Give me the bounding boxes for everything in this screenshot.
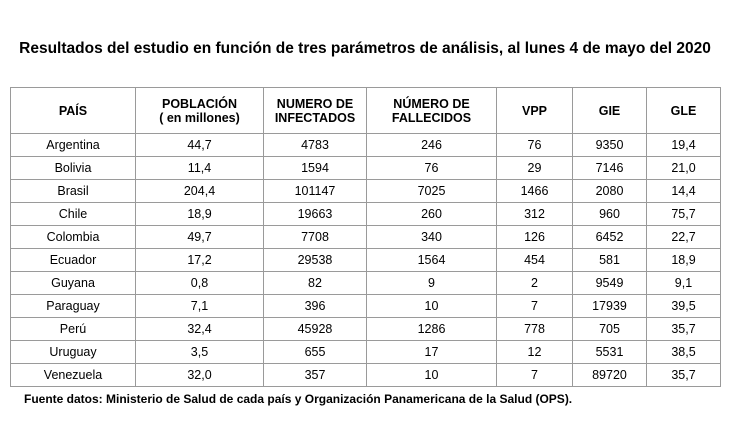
table-row — [11, 364, 721, 387]
cell-vpp: 778 — [497, 318, 573, 341]
cell-deceased: 260 — [367, 203, 497, 226]
cell-deceased: 7025 — [367, 180, 497, 203]
cell-country: Brasil — [11, 180, 136, 203]
cell-deceased: 10 — [367, 295, 497, 318]
header-poblacion: POBLACIÓN ( en millones) — [136, 88, 264, 134]
cell-gle: 38,5 — [647, 341, 721, 364]
cell-country: Perú — [11, 318, 136, 341]
cell-gle: 35,7 — [647, 318, 721, 341]
table-row — [11, 341, 721, 364]
cell-country: Uruguay — [11, 341, 136, 364]
cell-gle: 39,5 — [647, 295, 721, 318]
header-gle: GLE — [647, 88, 721, 134]
cell-gie: 9350 — [573, 134, 647, 157]
cell-population: 11,4 — [136, 157, 264, 180]
table-row — [11, 295, 721, 318]
cell-country: Venezuela — [11, 364, 136, 387]
cell-population: 7,1 — [136, 295, 264, 318]
cell-infected: 19663 — [264, 203, 367, 226]
cell-vpp: 1466 — [497, 180, 573, 203]
cell-gle: 35,7 — [647, 364, 721, 387]
cell-infected: 396 — [264, 295, 367, 318]
header-row — [11, 88, 721, 134]
header-vpp: VPP — [497, 88, 573, 134]
cell-gie: 5531 — [573, 341, 647, 364]
cell-vpp: 312 — [497, 203, 573, 226]
cell-gie: 7146 — [573, 157, 647, 180]
cell-population: 18,9 — [136, 203, 264, 226]
cell-population: 44,7 — [136, 134, 264, 157]
cell-gie: 89720 — [573, 364, 647, 387]
cell-infected: 4783 — [264, 134, 367, 157]
cell-infected: 1594 — [264, 157, 367, 180]
cell-population: 32,4 — [136, 318, 264, 341]
cell-gie: 581 — [573, 249, 647, 272]
cell-country: Bolivia — [11, 157, 136, 180]
cell-country: Ecuador — [11, 249, 136, 272]
cell-gle: 75,7 — [647, 203, 721, 226]
cell-gie: 17939 — [573, 295, 647, 318]
cell-deceased: 1286 — [367, 318, 497, 341]
cell-gle: 22,7 — [647, 226, 721, 249]
table-title: Resultados del estudio en función de tres parámetros de análisis, al lunes 4 de mayo del 2020 — [19, 40, 711, 57]
table-row — [11, 134, 721, 157]
cell-deceased: 1564 — [367, 249, 497, 272]
header-fallecidos: NÚMERO DE FALLECIDOS — [367, 88, 497, 134]
table-row — [11, 249, 721, 272]
cell-deceased: 9 — [367, 272, 497, 295]
cell-deceased: 10 — [367, 364, 497, 387]
cell-gie: 6452 — [573, 226, 647, 249]
cell-country: Paraguay — [11, 295, 136, 318]
cell-vpp: 126 — [497, 226, 573, 249]
header-pais: PAÍS — [11, 88, 136, 134]
table-row — [11, 272, 721, 295]
cell-gle: 14,4 — [647, 180, 721, 203]
cell-infected: 29538 — [264, 249, 367, 272]
cell-gie: 960 — [573, 203, 647, 226]
cell-deceased: 76 — [367, 157, 497, 180]
cell-gle: 18,9 — [647, 249, 721, 272]
cell-vpp: 7 — [497, 364, 573, 387]
table-row — [11, 203, 721, 226]
cell-vpp: 76 — [497, 134, 573, 157]
cell-gle: 19,4 — [647, 134, 721, 157]
cell-gie: 705 — [573, 318, 647, 341]
table-row — [11, 180, 721, 203]
cell-population: 32,0 — [136, 364, 264, 387]
cell-gie: 2080 — [573, 180, 647, 203]
cell-infected: 357 — [264, 364, 367, 387]
cell-infected: 7708 — [264, 226, 367, 249]
table-row — [11, 226, 721, 249]
cell-population: 204,4 — [136, 180, 264, 203]
cell-population: 49,7 — [136, 226, 264, 249]
cell-country: Guyana — [11, 272, 136, 295]
header-gie: GIE — [573, 88, 647, 134]
cell-vpp: 454 — [497, 249, 573, 272]
cell-deceased: 17 — [367, 341, 497, 364]
cell-infected: 101147 — [264, 180, 367, 203]
cell-vpp: 12 — [497, 341, 573, 364]
cell-population: 0,8 — [136, 272, 264, 295]
cell-deceased: 246 — [367, 134, 497, 157]
cell-vpp: 7 — [497, 295, 573, 318]
cell-deceased: 340 — [367, 226, 497, 249]
cell-country: Colombia — [11, 226, 136, 249]
cell-country: Chile — [11, 203, 136, 226]
cell-infected: 45928 — [264, 318, 367, 341]
source-note: Fuente datos: Ministerio de Salud de cada país y Organización Panamericana de la Salud (OPS). — [24, 392, 573, 406]
cell-infected: 82 — [264, 272, 367, 295]
cell-infected: 655 — [264, 341, 367, 364]
header-infectados: NUMERO DE INFECTADOS — [264, 88, 367, 134]
cell-vpp: 2 — [497, 272, 573, 295]
cell-gie: 9549 — [573, 272, 647, 295]
cell-population: 3,5 — [136, 341, 264, 364]
cell-gle: 9,1 — [647, 272, 721, 295]
cell-population: 17,2 — [136, 249, 264, 272]
table-row — [11, 318, 721, 341]
cell-country: Argentina — [11, 134, 136, 157]
table-row — [11, 157, 721, 180]
cell-vpp: 29 — [497, 157, 573, 180]
results-table — [10, 87, 721, 387]
cell-gle: 21,0 — [647, 157, 721, 180]
